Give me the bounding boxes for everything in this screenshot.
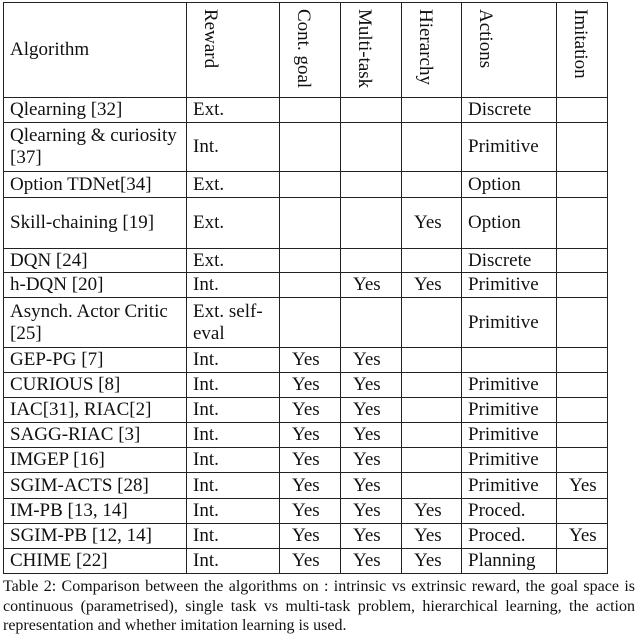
table-cell: Int. xyxy=(187,549,280,574)
table-cell: Ext. xyxy=(187,98,280,123)
column-header-label: Multi-task xyxy=(354,9,375,89)
table-cell xyxy=(341,123,402,172)
table-cell: Int. xyxy=(187,348,280,373)
table-cell: Yes xyxy=(280,499,341,524)
table-row xyxy=(4,273,608,298)
table-cell: Proced. xyxy=(462,499,557,524)
column-header-label: Actions xyxy=(475,9,496,69)
table-cell xyxy=(402,448,462,473)
table-cell: Yes xyxy=(341,273,402,298)
table-cell: Yes xyxy=(341,473,402,499)
table-cell: GEP-PG [7] xyxy=(4,348,187,373)
table-cell: IM-PB [13, 14] xyxy=(4,499,187,524)
table-cell: Int. xyxy=(187,423,280,448)
table-cell: Yes xyxy=(280,348,341,373)
table-cell: Int. xyxy=(187,524,280,549)
table-row xyxy=(4,172,608,198)
table-cell: Yes xyxy=(341,423,402,448)
column-header-label: Hierarchy xyxy=(415,9,436,85)
table-caption: Table 2: Comparison between the algorithms on : intrinsic vs extrinsic reward, the goal space is continuous (parametrised), single task vs multi-task problem, hierarchical learning, the action representation and whether imitation learning is used. xyxy=(3,578,635,634)
table-cell xyxy=(557,373,608,398)
table-cell: Discrete xyxy=(462,249,557,273)
column-header-label: Algorithm xyxy=(10,39,90,60)
table-cell: Yes xyxy=(280,423,341,448)
table-cell: Yes xyxy=(280,398,341,423)
table-cell: Ext. self-eval xyxy=(187,298,280,348)
column-header xyxy=(4,3,187,98)
table-cell: Int. xyxy=(187,448,280,473)
table-cell xyxy=(557,98,608,123)
table-row xyxy=(4,123,608,172)
table-row xyxy=(4,198,608,249)
table-cell: Primitive xyxy=(462,473,557,499)
table-cell xyxy=(341,298,402,348)
table-cell xyxy=(402,398,462,423)
table-cell xyxy=(280,273,341,298)
table-cell: Int. xyxy=(187,123,280,172)
table-cell: Primitive xyxy=(462,123,557,172)
table-row xyxy=(4,249,608,273)
table-cell xyxy=(557,423,608,448)
table-row xyxy=(4,499,608,524)
table-cell xyxy=(341,198,402,249)
table-cell: Int. xyxy=(187,499,280,524)
table-cell: Yes xyxy=(402,549,462,574)
table-cell: Skill-chaining [19] xyxy=(4,198,187,249)
table-cell: Yes xyxy=(280,448,341,473)
table-cell: SAGG-RIAC [3] xyxy=(4,423,187,448)
table-row xyxy=(4,373,608,398)
table-cell xyxy=(557,198,608,249)
table-cell: IAC[31], RIAC[2] xyxy=(4,398,187,423)
table-cell: CURIOUS [8] xyxy=(4,373,187,398)
table-cell xyxy=(557,298,608,348)
table-cell xyxy=(402,98,462,123)
table-cell: Primitive xyxy=(462,398,557,423)
table-cell: Yes xyxy=(402,499,462,524)
table-cell: Asynch. Actor Critic [25] xyxy=(4,298,187,348)
table-cell: Yes xyxy=(341,348,402,373)
column-header xyxy=(280,3,341,98)
table-cell: Qlearning & curiosity [37] xyxy=(4,123,187,172)
table-cell xyxy=(280,198,341,249)
table-cell: SGIM-PB [12, 14] xyxy=(4,524,187,549)
column-header-label: Cont. goal xyxy=(293,9,314,89)
table-cell xyxy=(557,123,608,172)
table-row xyxy=(4,348,608,373)
table-cell xyxy=(402,423,462,448)
table-cell xyxy=(280,249,341,273)
table-cell: Ext. xyxy=(187,198,280,249)
table-cell: Option xyxy=(462,172,557,198)
table-cell xyxy=(402,298,462,348)
table-cell xyxy=(557,172,608,198)
column-header xyxy=(341,3,402,98)
table-cell: Yes xyxy=(280,473,341,499)
table-cell: Option xyxy=(462,198,557,249)
table-cell: Int. xyxy=(187,473,280,499)
table-cell: Ext. xyxy=(187,172,280,198)
table-cell xyxy=(557,499,608,524)
table-cell: Yes xyxy=(557,473,608,499)
column-header xyxy=(187,3,280,98)
table-cell: Int. xyxy=(187,398,280,423)
table-cell: Int. xyxy=(187,373,280,398)
table-cell xyxy=(402,473,462,499)
table-row xyxy=(4,98,608,123)
table-cell: Discrete xyxy=(462,98,557,123)
table-cell: Planning xyxy=(462,549,557,574)
table-cell xyxy=(557,249,608,273)
table-cell xyxy=(280,172,341,198)
column-header-label: Reward xyxy=(200,9,221,69)
table-cell: Primitive xyxy=(462,423,557,448)
table-cell xyxy=(557,448,608,473)
table-cell: Primitive xyxy=(462,298,557,348)
table-cell: Yes xyxy=(341,448,402,473)
table-row xyxy=(4,423,608,448)
table-cell xyxy=(402,172,462,198)
table-cell xyxy=(341,98,402,123)
table-cell: Yes xyxy=(402,198,462,249)
table-cell: IMGEP [16] xyxy=(4,448,187,473)
table-cell xyxy=(402,373,462,398)
table-cell: Int. xyxy=(187,273,280,298)
table-cell xyxy=(280,98,341,123)
table-row xyxy=(4,524,608,549)
table-cell: Option TDNet[34] xyxy=(4,172,187,198)
table-cell: Primitive xyxy=(462,448,557,473)
table-cell xyxy=(402,123,462,172)
table-cell: Qlearning [32] xyxy=(4,98,187,123)
table-cell: Primitive xyxy=(462,373,557,398)
table-cell: Primitive xyxy=(462,273,557,298)
table-cell: Yes xyxy=(341,373,402,398)
table-row xyxy=(4,473,608,499)
table-cell: Yes xyxy=(341,549,402,574)
table-cell: DQN [24] xyxy=(4,249,187,273)
table-cell: Ext. xyxy=(187,249,280,273)
table-cell: Yes xyxy=(341,499,402,524)
column-header xyxy=(462,3,557,98)
table-row xyxy=(4,298,608,348)
table-cell xyxy=(280,123,341,172)
table-cell: Yes xyxy=(341,398,402,423)
table-cell xyxy=(462,348,557,373)
column-header xyxy=(402,3,462,98)
table-row xyxy=(4,549,608,574)
table-cell: Yes xyxy=(280,549,341,574)
table-cell xyxy=(557,398,608,423)
column-header-label: Imitation xyxy=(570,9,591,79)
table-cell: Yes xyxy=(280,524,341,549)
table-cell: CHIME [22] xyxy=(4,549,187,574)
table-cell: Yes xyxy=(280,373,341,398)
table-cell xyxy=(557,348,608,373)
table-cell: h-DQN [20] xyxy=(4,273,187,298)
table-cell: Yes xyxy=(402,273,462,298)
table-cell: Proced. xyxy=(462,524,557,549)
table-cell: SGIM-ACTS [28] xyxy=(4,473,187,499)
table-cell xyxy=(341,249,402,273)
table-row xyxy=(4,398,608,423)
table-cell: Yes xyxy=(557,524,608,549)
table-cell xyxy=(280,298,341,348)
table-cell xyxy=(557,549,608,574)
table-cell: Yes xyxy=(341,524,402,549)
comparison-table xyxy=(3,2,608,574)
column-header xyxy=(557,3,608,98)
table-row xyxy=(4,448,608,473)
table-cell: Yes xyxy=(402,524,462,549)
table-cell xyxy=(402,249,462,273)
header-row xyxy=(4,3,608,98)
table-cell xyxy=(341,172,402,198)
table-cell xyxy=(402,348,462,373)
table-cell xyxy=(557,273,608,298)
